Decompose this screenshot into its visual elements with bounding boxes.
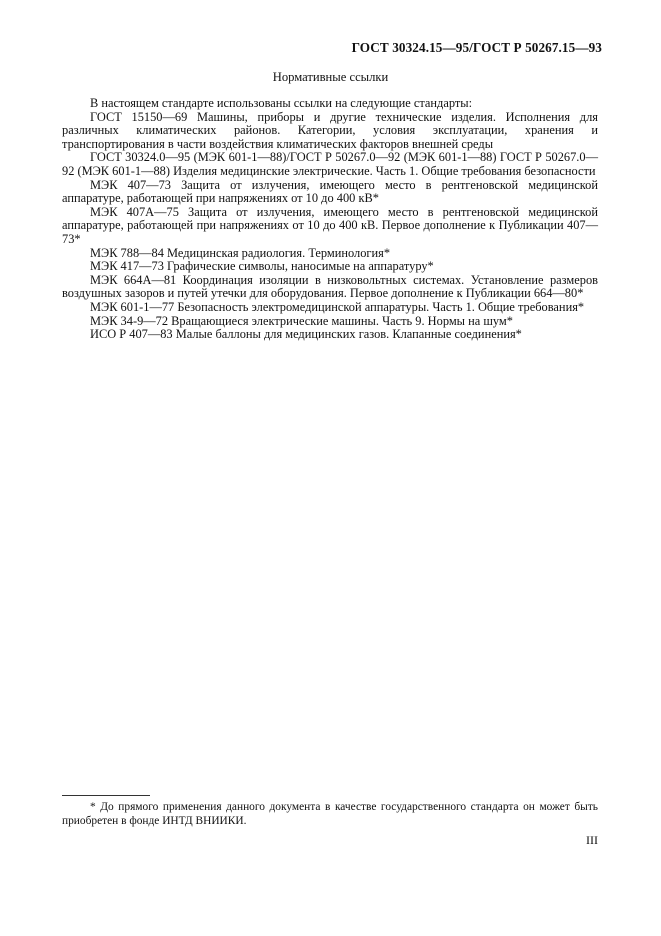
reference-item: МЭК 417—73 Графические символы, наносимые на аппаратуру* (90, 259, 434, 274)
footnote: * До прямого применения данного документа в качестве государственного стандарта он может быть приобретен в фонде ИНТД ВНИИКИ. (62, 801, 598, 827)
reference-item: МЭК 601-1—77 Безопасность электромедицинской аппаратуры. Часть 1. Общие требования* (90, 299, 585, 314)
footnote-divider (62, 795, 150, 796)
references-body (62, 97, 598, 342)
reference-item: ГОСТ 15150—69 Машины, приборы и другие технические изделия. Исполнения для различных климатических районов. Категории, условия эксплуатации, хранения и транспортирования в части воздействия климатических факторов внешней среды (62, 109, 598, 151)
reference-item: МЭК 407—73 Защита от излучения, имеющего место в рентгеновской медицинской аппаратуре, работающей при напряжениях от 10 до 400 кВ* (62, 177, 598, 206)
intro-paragraph: В настоящем стандарте использованы ссылки на следующие стандарты: (90, 96, 473, 110)
reference-item: ГОСТ 30324.0—95 (МЭК 601-1—88)/ГОСТ Р 50267.0—92 (МЭК 601-1—88) ГОСТ Р 50267.0—92 (МЭК 601-1—88) Изделия медицинские электрические. Часть 1. Общие требования безопасности (62, 150, 598, 178)
page-number: III (586, 833, 598, 847)
section-title: Нормативные ссылки (272, 70, 389, 84)
reference-item: МЭК 664А—81 Координация изоляции в низковольтных системах. Установление размеров воздушных зазоров и путей утечки для оборудования. Первое дополнение к Публикации 664—80* (62, 272, 598, 301)
reference-item: МЭК 788—84 Медицинская радиология. Терминология* (90, 245, 391, 260)
document-header: ГОСТ 30324.15—95/ГОСТ Р 50267.15—93 (351, 40, 602, 55)
reference-item: МЭК 407А—75 Защита от излучения, имеющего место в рентгеновской медицинской аппаратуре, работающей при напряжениях от 10 до 400 кВ. Первое дополнение к Публикации 407—73* (62, 204, 598, 246)
reference-item: ИСО Р 407—83 Малые баллоны для медицинских газов. Клапанные соединения* (90, 327, 522, 342)
reference-item: МЭК 34-9—72 Вращающиеся электрические машины. Часть 9. Нормы на шум* (90, 313, 513, 328)
